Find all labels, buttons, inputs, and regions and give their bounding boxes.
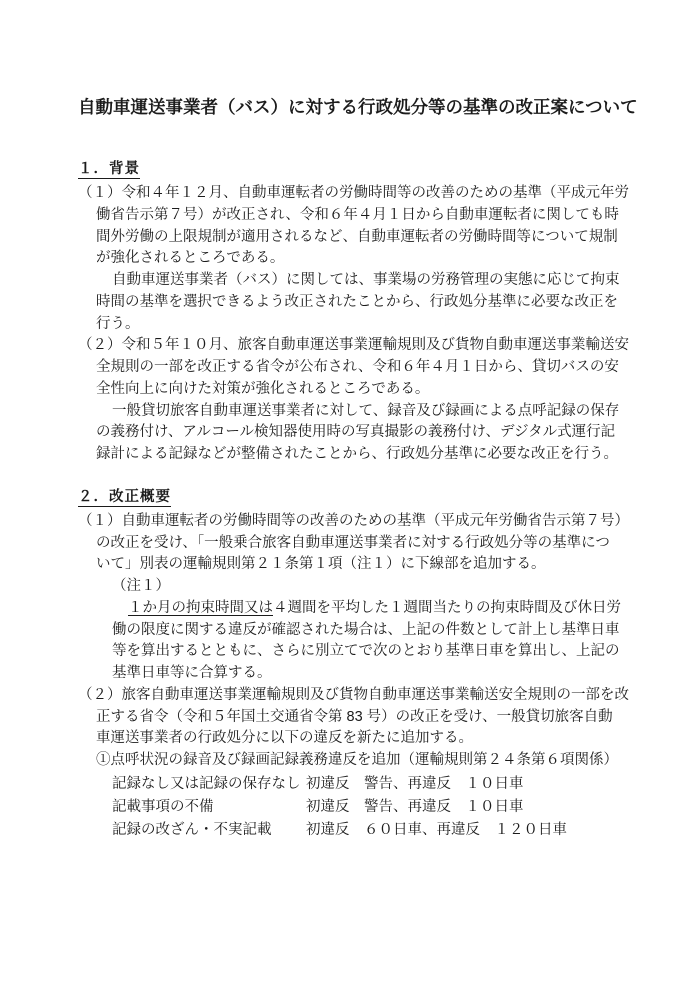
section-background-heading-text: １．背景 [78,161,140,177]
text-line [112,270,630,292]
text-line [78,335,630,357]
text-line [96,379,630,401]
line-text: 車運送事業者の行政処分に以下の違反を新たに追加する。 [96,730,473,747]
text-line [96,728,630,750]
line-text: 働の限度に関する違反が確認された場合は、上記の件数として計上し基準日車 [112,621,620,638]
line-text: 等を算出するとともに、さらに別立てで次のとおり基準日車を算出し、上記の [112,643,620,660]
line-text: （１）令和４年１２月、自動車運転者の労働時間等の改善のための基準（平成元年労 [78,185,629,201]
text-line [96,533,630,555]
section-revision-overview [78,486,630,843]
violation-penalty-row [112,773,630,796]
line-text: 一般貸切旅客自動車運送事業者に対して、録音及び録画による点呼記録の保存 [112,402,620,419]
violation-label: 記録なし又は記録の保存なし [112,775,301,792]
text-line [128,598,630,620]
line-text: いて」別表の運輸規則第２１条第１項（注１）に下線部を追加する。 [96,556,546,573]
text-line [96,422,630,444]
text-line [96,750,630,772]
penalty-value: 初違反 警告、再違反 １０日車 [306,775,524,792]
text-line [78,685,630,707]
text-line [112,576,630,598]
text-line [96,205,630,227]
section-revision-heading-text: ２．改正概要 [78,488,171,505]
text-line [96,248,630,270]
line-text: 自動車運送事業者（バス）に関しては、事業場の労務管理の実態に応じて拘束 [112,272,620,288]
text-line [96,707,630,729]
line-text: （２）令和５年１０月、旅客自動車運送事業運輸規則及び貨物自動車運送事業輸送安 [78,337,629,354]
text-line [96,314,630,336]
violation-penalty-row [112,819,630,842]
line-text: 間外労働の上限規制が適用されるなど、自動車運転者の労働時間等について規制 [96,228,618,245]
violation-label: 記載事項の不備 [112,798,214,815]
line-text: （２）旅客自動車運送事業運輸規則及び貨物自動車運送事業輸送安全規則の一部を改 [78,686,629,703]
violation-penalty-row [112,796,630,819]
line-text: の改正を受け、「一般乗合旅客自動車運送事業者に対する行政処分等の基準につ [96,534,610,551]
section-revision-body [78,511,630,772]
line-text: が強化されるところである。 [96,250,285,267]
text-line [96,357,630,379]
section-background [78,158,630,466]
violation-penalty-list [78,773,630,843]
document-title: 自動車運送事業者（バス）に対する行政処分等の基準の改正案について [78,97,638,117]
text-line [96,292,630,314]
line-text: 行う。 [96,315,140,332]
text-line [112,641,630,663]
text-line [112,620,630,642]
line-text: 全性向上に向けた対策が強化されるところである。 [96,380,430,397]
text-line [96,227,630,249]
text-line [78,183,630,205]
line-text: 録計による記録などが整備されたことから、行政処分基準に必要な改正を行う。 [96,446,618,462]
violation-label: 記録の改ざん・不実記載 [112,822,272,839]
text-line [112,401,630,423]
penalty-value: 初違反 ６０日車、再違反 １２０日車 [306,822,567,839]
penalty-value: 初違反 警告、再違反 １０日車 [306,798,524,815]
line-text: 働省告示第７号）が改正され、令和６年４月１日から自動車運転者に関しても時 [96,206,619,223]
section-revision-heading [78,486,630,508]
line-text: の義務付け、アルコール検知器使用時の写真撮影の義務付け、デジタル式運行記 [96,424,616,441]
line-text: 全規則の一部を改正する省令が公布され、令和６年４月１日から、貸切バスの安 [96,359,619,375]
section-background-body [78,183,630,466]
line-text: （注１） [112,578,170,594]
line-text: 基準日車等に合算する。 [112,665,272,681]
underlined-text: １か月の拘束時間又は [128,599,273,616]
line-text: 正する省令（令和５年国土交通省令第 83 号）の改正を受け、一般貸切旅客自動 [96,708,613,725]
line-text: ①点呼状況の録音及び録画記録義務違反を追加（運輸規則第２４条第６項関係） [96,752,618,768]
text-line [78,511,630,533]
section-background-heading [78,158,630,180]
line-text: 時間の基準を選択できるよう改正されたことから、行政処分基準に必要な改正を [96,293,618,310]
line-text: （１）自動車運転者の労働時間等の改善のための基準（平成元年労働省告示第７号） [78,512,629,529]
text-line [96,444,630,466]
line-text: ４週間を平均した１週間当たりの拘束時間及び休日労 [273,599,621,616]
text-line [96,554,630,576]
text-line [112,663,630,685]
